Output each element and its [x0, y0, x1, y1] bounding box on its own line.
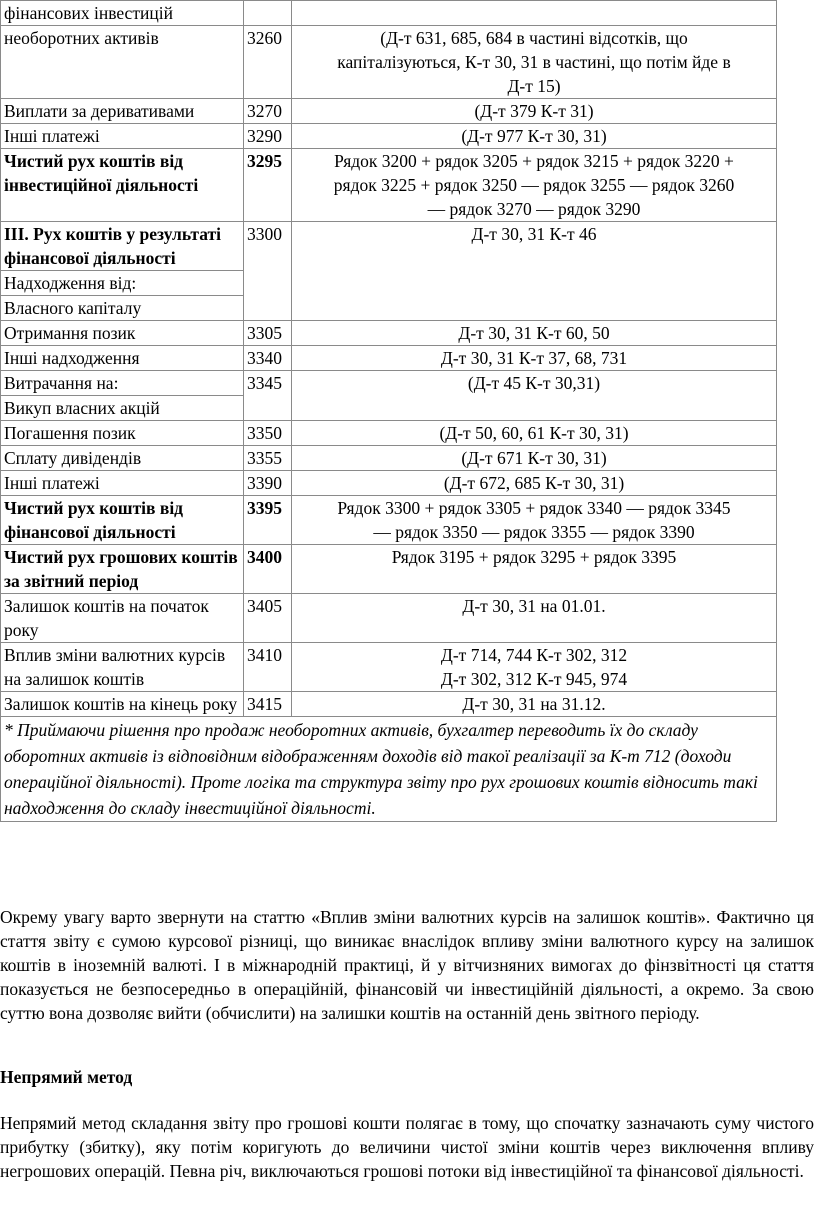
row-formula: [292, 545, 777, 594]
row-code: 3345: [244, 371, 292, 421]
formula-line: Рядок 3300 + рядок 3305 + рядок 3340 — рядок 3345: [337, 498, 731, 518]
formula-line: Д-т 15): [507, 76, 561, 96]
table-row: [1, 222, 777, 271]
table-row: [1, 471, 777, 496]
table-row: [1, 643, 777, 692]
row-code: 3270: [244, 99, 292, 124]
row-formula: [292, 594, 777, 643]
row-label: Витрачання на:: [1, 371, 244, 396]
formula-line: капіталізуються, К-т 30, 31 в частині, що потім йде в: [337, 52, 731, 72]
row-code: 3415: [244, 692, 292, 717]
row-formula: [292, 371, 777, 421]
formula-line: рядок 3225 + рядок 3250 — рядок 3255 — рядок 3260: [333, 175, 735, 195]
row-label: Залишок коштів на кінець року: [1, 692, 244, 717]
formula-line: — рядок 3270 — рядок 3290: [427, 199, 641, 219]
table-row: [1, 149, 777, 222]
table-row: [1, 99, 777, 124]
formula-line: Д-т 30, 31 К-т 37, 68, 731: [440, 348, 628, 368]
row-formula: [292, 321, 777, 346]
row-code: 3390: [244, 471, 292, 496]
row-formula: [292, 446, 777, 471]
row-formula: [292, 496, 777, 545]
row-formula: [292, 99, 777, 124]
table-row: [1, 321, 777, 346]
table-row: [1, 692, 777, 717]
formula-line: Д-т 30, 31 К-т 46: [471, 224, 597, 244]
row-formula: [292, 26, 777, 99]
row-label: Інші платежі: [1, 124, 244, 149]
table-row: [1, 1, 777, 26]
formula-line: Д-т 714, 744 К-т 302, 312: [440, 645, 628, 665]
table-row: [1, 545, 777, 594]
paragraph-indirect-method: Непрямий метод складання звіту про грошові кошти полягає в тому, що спочатку зазначають суму чистого прибутку (збитку), яку потім коригують до величини чистої зміни коштів через виключення впливу негрошових операцій. Певна річ, виключаються грошові потоки від інвестиційної та фінансової діяльності.: [0, 1113, 814, 1181]
row-code: 3400: [244, 545, 292, 594]
row-formula: [292, 471, 777, 496]
table-row: [1, 26, 777, 99]
row-label: Надходження від:: [1, 271, 244, 296]
row-code: 3410: [244, 643, 292, 692]
row-label: Інші надходження: [1, 346, 244, 371]
table-row: [1, 371, 777, 396]
row-label: Викуп власних акцій: [1, 396, 244, 421]
formula-line: Д-т 302, 312 К-т 945, 974: [440, 669, 628, 689]
row-code: 3305: [244, 321, 292, 346]
row-formula: [292, 149, 777, 222]
row-label: Власного капіталу: [1, 296, 244, 321]
formula-line: (Д-т 672, 685 К-т 30, 31): [443, 473, 625, 493]
formula-line: (Д-т 671 К-т 30, 31): [461, 448, 607, 468]
formula-line: (Д-т 977 К-т 30, 31): [461, 126, 607, 146]
row-formula: [292, 222, 777, 321]
row-formula: [292, 643, 777, 692]
paragraph-exchange-rate: Окрему увагу варто звернути на статтю «Вплив зміни валютних курсів на залишок коштів». Фактично ця стаття звіту є сумою курсової різниці, що виникає внаслідок впливу зміни валютного курсу на залишок коштів в іноземній валюті. І в міжнародній практиці, й у вітчизняних вимогах до фінзвітності ця стаття показується не безпосередньо в операційній, фінансовій чи інвестиційній діяльності, а окремо. За свою суттю вона дозволяє вийти (обчислити) на залишки коштів на останній день звітного періоду.: [0, 907, 814, 1023]
table-row: [1, 594, 777, 643]
row-formula: [292, 346, 777, 371]
row-code: 3290: [244, 124, 292, 149]
formula-line: — рядок 3350 — рядок 3355 — рядок 3390: [373, 522, 695, 542]
row-label: Залишок коштів на початок року: [1, 594, 244, 643]
row-code: 3295: [244, 149, 292, 222]
formula-line: (Д-т 50, 60, 61 К-т 30, 31): [439, 423, 629, 443]
row-formula: [292, 1, 777, 26]
row-label: Чистий рух коштів від інвестиційної діяльності: [1, 149, 244, 222]
row-label: Отримання позик: [1, 321, 244, 346]
formula-line: (Д-т 631, 685, 684 в частині відсотків, що: [380, 28, 688, 48]
row-label: Чистий рух грошових коштів за звітний період: [1, 545, 244, 594]
row-code: 3260: [244, 26, 292, 99]
row-label: Чистий рух коштів від фінансової діяльності: [1, 496, 244, 545]
table-row: [1, 124, 777, 149]
formula-line: Рядок 3195 + рядок 3295 + рядок 3395: [391, 547, 677, 567]
row-formula: [292, 421, 777, 446]
formula-line: (Д-т 45 К-т 30,31): [467, 373, 601, 393]
row-label: Сплату дивідендів: [1, 446, 244, 471]
formula-line: Д-т 30, 31 К-т 60, 50: [458, 323, 610, 343]
row-code: 3350: [244, 421, 292, 446]
row-label: Погашення позик: [1, 421, 244, 446]
table-footnote: * Приймаючи рішення про продаж необоротних активів, бухгалтер переводить їх до складу оборотних активів із відповідним відображенням доходів від такої реалізації за К-т 712 (доходи операційної діяльності). Проте логіка та структура звіту про рух грошових коштів відносить такі надходження до складу інвестиційної діяльності.: [1, 717, 777, 822]
table-row: [1, 496, 777, 545]
row-code: 3300: [244, 222, 292, 321]
row-code: 3340: [244, 346, 292, 371]
table-row: [1, 446, 777, 471]
formula-line: (Д-т 379 К-т 31): [474, 101, 594, 121]
row-label: фінансових інвестицій: [1, 1, 244, 26]
section-title: ІІІ. Рух коштів у результаті фінансової діяльності: [1, 222, 244, 271]
formula-line: Рядок 3200 + рядок 3205 + рядок 3215 + рядок 3220 +: [334, 151, 734, 171]
row-formula: [292, 124, 777, 149]
table-row: [1, 421, 777, 446]
formula-line: Д-т 30, 31 на 31.12.: [462, 694, 606, 714]
table-row: [1, 346, 777, 371]
row-label: необоротних активів: [1, 26, 244, 99]
section-heading: Непрямий метод: [0, 1067, 133, 1087]
row-label: Виплати за деривативами: [1, 99, 244, 124]
row-code: 3395: [244, 496, 292, 545]
row-code: 3405: [244, 594, 292, 643]
row-code: 3355: [244, 446, 292, 471]
row-label: Вплив зміни валютних курсів на залишок коштів: [1, 643, 244, 692]
row-formula: [292, 692, 777, 717]
footnote-row: [1, 717, 777, 822]
row-code: [244, 1, 292, 26]
formula-line: Д-т 30, 31 на 01.01.: [462, 596, 606, 616]
row-label: Інші платежі: [1, 471, 244, 496]
